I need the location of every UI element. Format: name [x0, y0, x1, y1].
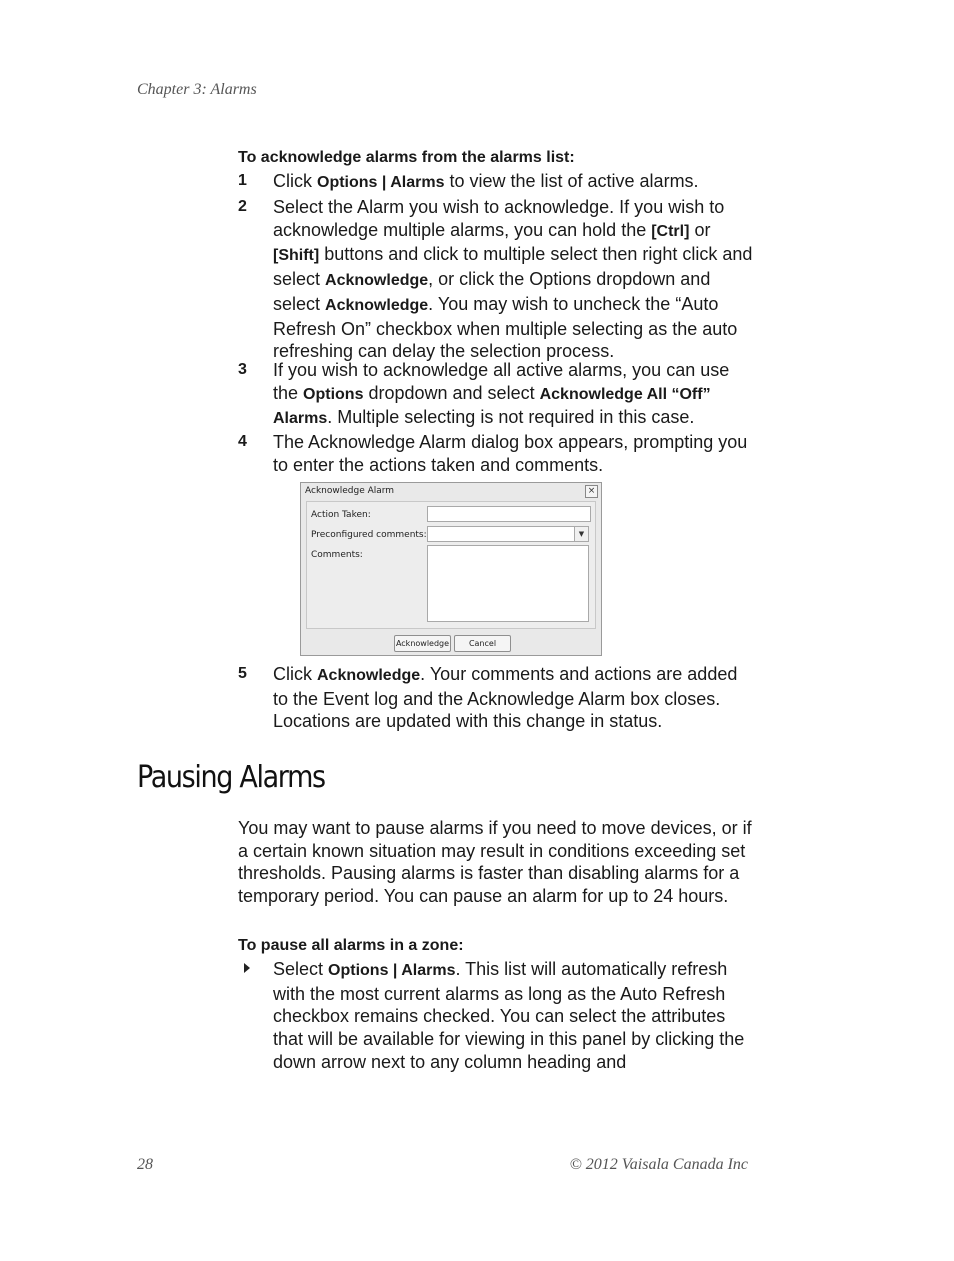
pausing-intro-paragraph: You may want to pause alarms if you need to move devices, or if a certain known situation may result in conditions exceeding set thresholds. Pausing alarms is faster than disabling alarms for a temporary period. You can pause an alarm for up to 24 hours.	[238, 818, 752, 907]
bullet-arrow-icon	[244, 963, 250, 973]
dialog-title: Acknowledge Alarm	[305, 486, 395, 496]
step-text: Select the Alarm you wish to acknowledge. If you wish to acknowledge multiple alarms, you can hold the [Ctrl] or [Shift] buttons and click to multiple select then right click and select Acknowledge, or click the Options dropdown and select Acknowledge. You may wish to uncheck the “Auto Refresh On” checkbox when multiple selecting as the auto refreshing can delay the selection process.	[273, 197, 753, 362]
running-header: Chapter 3: Alarms	[137, 81, 257, 98]
ui-term: Acknowledge	[325, 296, 429, 314]
ui-term: Options | Alarms	[328, 962, 456, 979]
ui-term: [Shift]	[273, 247, 320, 265]
step-number: 1	[238, 172, 247, 189]
ui-term: Acknowledge	[325, 272, 429, 290]
step-text: Select Options | Alarms. This list will automatically refresh with the most current alarms as long as the Auto Refresh checkbox remains checked. You can select the attributes that will be available for viewing in this panel by clicking the down arrow next to any column heading and	[273, 959, 745, 1072]
procedure-title-pause: To pause all alarms in a zone:	[238, 937, 464, 954]
close-icon[interactable]: ×	[585, 485, 598, 498]
action-taken-label: Action Taken:	[311, 510, 371, 520]
ui-term: Acknowledge	[317, 667, 421, 684]
preconfigured-comments-label: Preconfigured comments:	[311, 530, 427, 540]
section-heading-pausing-alarms: Pausing Alarms	[137, 760, 325, 795]
step-number: 3	[238, 361, 247, 378]
acknowledge-button[interactable]: Acknowledge	[394, 635, 451, 652]
comments-textarea[interactable]	[427, 545, 589, 622]
ui-term: [Ctrl]	[651, 222, 690, 240]
ui-term: Options	[303, 385, 364, 403]
step-text: Click Options | Alarms to view the list of active alarms.	[273, 171, 699, 191]
cancel-button[interactable]: Cancel	[454, 635, 511, 652]
ui-term: Options | Alarms	[317, 174, 445, 191]
dialog-body	[306, 501, 596, 629]
step-text: Click Acknowledge. Your comments and actions are added to the Event log and the Acknowledge Alarm box closes. Locations are updated with this change in status.	[273, 664, 738, 732]
ui-term: Acknowledge All “Off” Alarms	[273, 385, 711, 428]
chevron-down-icon[interactable]: ▼	[574, 527, 588, 541]
step-number: 5	[238, 665, 247, 682]
step-number: 4	[238, 433, 247, 450]
action-taken-input[interactable]	[427, 506, 591, 522]
step-number: 2	[238, 198, 247, 215]
preconfigured-comments-select[interactable]	[427, 526, 589, 542]
copyright: © 2012 Vaisala Canada Inc	[569, 1156, 748, 1173]
acknowledge-alarm-dialog	[300, 482, 602, 656]
procedure-title-acknowledge: To acknowledge alarms from the alarms list:	[238, 149, 575, 166]
step-text: The Acknowledge Alarm dialog box appears, prompting you to enter the actions taken and comments.	[273, 432, 748, 475]
step-text: If you wish to acknowledge all active alarms, you can use the Options dropdown and select Acknowledge All “Off” Alarms. Multiple selecting is not required in this case.	[273, 360, 730, 428]
page-number: 28	[137, 1156, 153, 1173]
comments-label: Comments:	[311, 550, 363, 560]
